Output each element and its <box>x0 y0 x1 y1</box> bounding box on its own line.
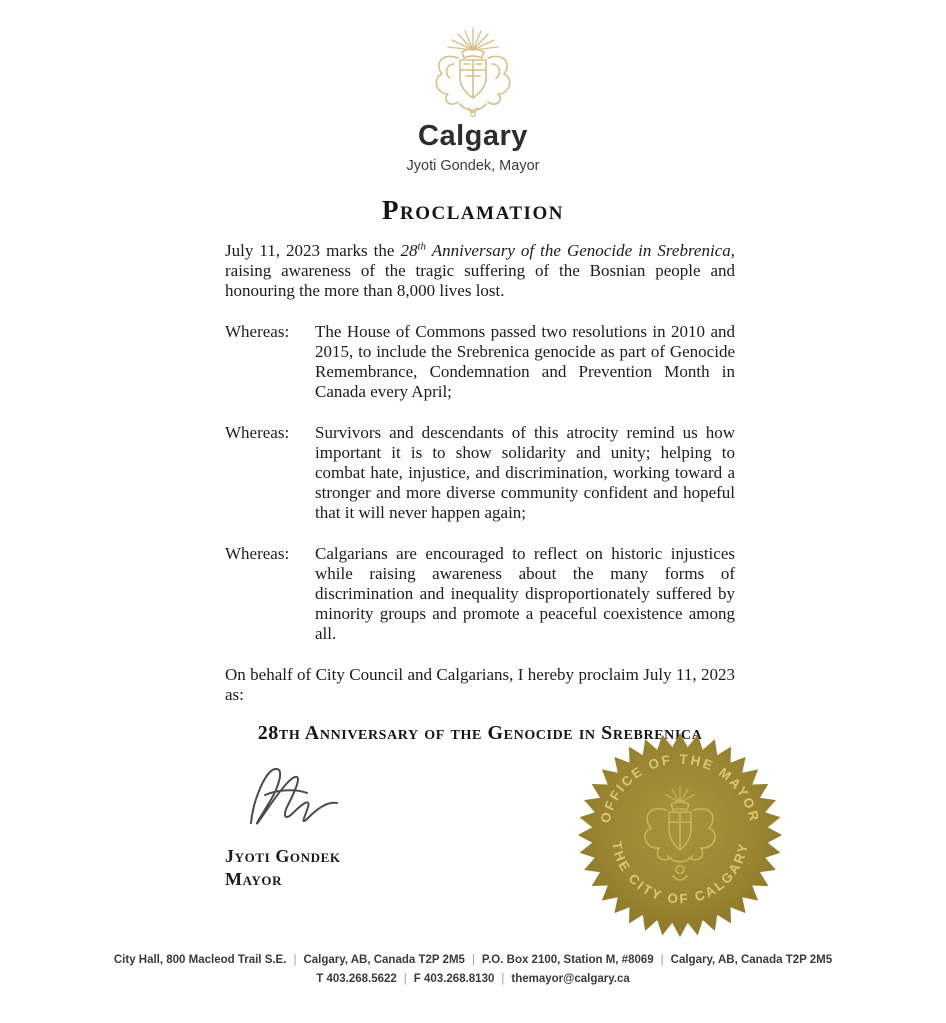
footer-phone: T 403.268.5622 <box>316 973 397 985</box>
mayor-byline: Jyoti Gondek, Mayor <box>406 158 540 174</box>
whereas-row <box>225 423 735 523</box>
footer-email-link[interactable]: themayor@calgary.ca <box>511 973 630 985</box>
signature-name: Jyoti Gondek <box>225 846 341 866</box>
document-footer <box>0 951 946 989</box>
footer-separator: | <box>403 973 407 985</box>
intro-part2: raising awareness of the tragic suffering of the Bosnian people and honouring the more than 8,000 lives lost. <box>225 261 735 300</box>
seal-top-text: OFFICE OF THE MAYOR <box>597 751 763 825</box>
intro-italic-rest: Anniversary of the Genocide in Srebrenica, <box>426 241 735 260</box>
whereas-text: The House of Commons passed two resolutions in 2010 and 2015, to include the Srebrenica genocide as part of Genocide Remembrance, Condemnation and Prevention Month in Canada every April; <box>315 322 735 401</box>
footer-fax: F 403.268.8130 <box>413 973 495 985</box>
whereas-row <box>225 544 735 644</box>
document-header <box>0 0 946 175</box>
footer-address-pobox: P.O. Box 2100, Station M, #8069 <box>481 954 654 966</box>
whereas-label: Whereas: <box>225 423 290 442</box>
whereas-text: Calgarians are encouraged to reflect on historic injustices while raising awareness about the many forms of discrimination and inequality disproportionately suffered by minority groups and promote a peaceful coexistence among all. <box>315 544 735 643</box>
footer-line-2 <box>0 970 946 989</box>
whereas-row <box>225 322 735 402</box>
proclamation-title: Proclamation <box>382 195 564 225</box>
whereas-label: Whereas: <box>225 544 290 563</box>
whereas-label: Whereas: <box>225 322 290 341</box>
footer-separator: | <box>501 973 505 985</box>
footer-address-city2: Calgary, AB, Canada T2P 2M5 <box>670 954 833 966</box>
footer-separator: | <box>660 954 664 966</box>
seal-bottom-text: THE CITY OF CALGARY <box>608 840 752 907</box>
intro-paragraph <box>225 241 735 301</box>
intro-part1: July 11, 2023 marks the <box>225 241 401 260</box>
signature-role: Mayor <box>225 869 283 889</box>
calgary-coat-of-arms-icon <box>414 24 532 118</box>
footer-address-city1: Calgary, AB, Canada T2P 2M5 <box>303 954 465 966</box>
whereas-text: Survivors and descendants of this atrocity remind us how important it is to show solidarity and unity; helping to combat hate, injustice, and discrimination, working toward a stronger and more diverse community confident and hopeful that it will never happen again; <box>315 423 735 522</box>
calgary-wordmark: Calgary <box>418 120 528 152</box>
document-content <box>225 241 735 745</box>
footer-separator: | <box>471 954 475 966</box>
footer-address-cityhall: City Hall, 800 Macleod Trail S.E. <box>113 954 287 966</box>
office-of-the-mayor-seal-icon <box>576 731 784 939</box>
mayor-signature-icon <box>235 759 355 841</box>
proclaimed-title: 28th Anniversary of the Genocide in Srebrenica <box>257 722 703 744</box>
footer-line-1 <box>0 951 946 970</box>
intro-italic-number: 28 <box>400 241 418 260</box>
closing-paragraph: On behalf of City Council and Calgarians, I hereby proclaim July 11, 2023 as: <box>225 665 735 704</box>
footer-separator: | <box>293 954 297 966</box>
intro-superscript: th <box>417 240 427 253</box>
